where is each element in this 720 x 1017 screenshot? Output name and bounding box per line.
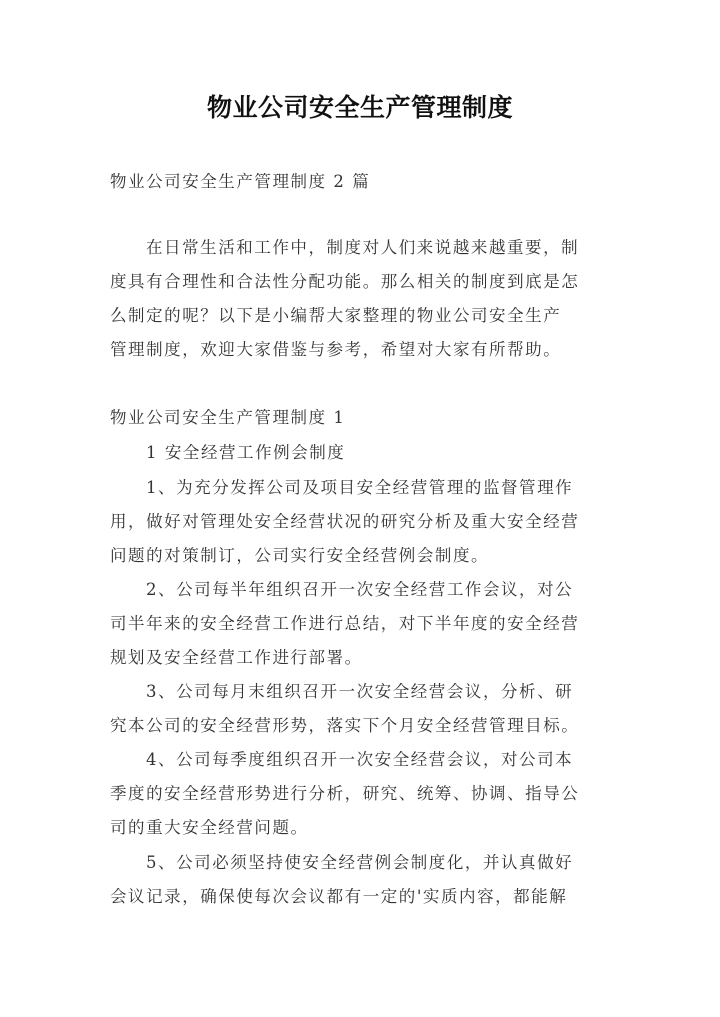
paragraph-line: 2、公司每半年组织召开一次安全经营工作会议，对公	[146, 580, 574, 599]
paragraph-line: 5、公司必须坚持使安全经营例会制度化，并认真做好	[146, 853, 574, 872]
document-subtitle: 物业公司安全生产管理制度 2 篇	[110, 172, 371, 191]
paragraph-line: 用，做好对管理处安全经营状况的研究分析及重大安全经营	[110, 512, 580, 531]
paragraph-line: 4、公司每季度组织召开一次安全经营会议，对公司本	[146, 750, 574, 769]
paragraph-line: 究本公司的安全经营形势，落实下个月安全经营管理目标。	[110, 716, 580, 735]
paragraph-line: 1、为充分发挥公司及项目安全经营管理的监督管理作	[146, 478, 574, 497]
document-title: 物业公司安全生产管理制度	[206, 93, 513, 122]
paragraph-line: 3、公司每月末组织召开一次安全经营会议，分析、研	[146, 682, 574, 701]
intro-line: 在日常生活和工作中，制度对人们来说越来越重要，制	[146, 238, 580, 257]
sub-heading: 1 安全经营工作例会制度	[146, 443, 346, 462]
section-heading: 物业公司安全生产管理制度 1	[110, 408, 346, 427]
paragraph-line: 司半年来的安全经营工作进行总结，对下半年度的安全经营	[110, 614, 580, 633]
paragraph-line: 问题的对策制订，公司实行安全经营例会制度。	[110, 546, 490, 565]
paragraph-line: 司的重大安全经营问题。	[110, 818, 309, 837]
paragraph-line: 会议记录，确保使每次会议都有一定的'实质内容，都能解	[110, 887, 568, 906]
intro-line: 管理制度，欢迎大家借鉴与参考，希望对大家有所帮助。	[110, 340, 562, 359]
paragraph-line: 规划及安全经营工作进行部署。	[110, 648, 363, 667]
intro-line: 么制定的呢？以下是小编帮大家整理的物业公司安全生产	[110, 306, 562, 325]
intro-line: 度具有合理性和合法性分配功能。那么相关的制度到底是怎	[110, 272, 580, 291]
paragraph-line: 季度的安全经营形势进行分析，研究、统筹、协调、指导公	[110, 784, 580, 803]
